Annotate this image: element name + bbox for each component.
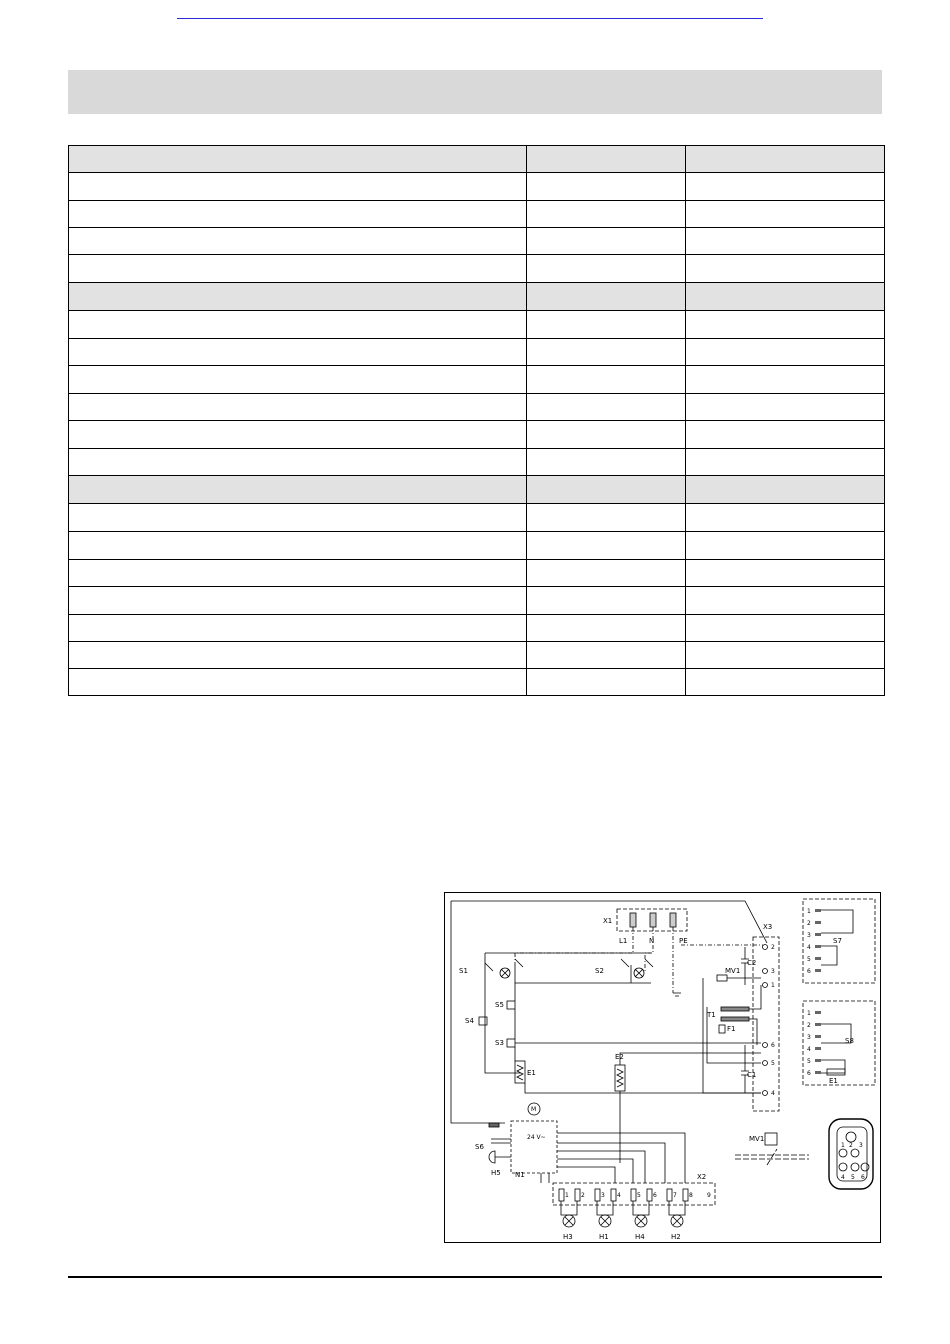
diagram-wire: [525, 1053, 761, 1163]
option-box-b-terminals: [815, 1011, 821, 1074]
label-l1: L1: [619, 937, 628, 945]
table-row: [69, 339, 885, 366]
ground-symbol: [673, 993, 681, 996]
x2-terminal-number: 1: [565, 1192, 569, 1199]
table-cell: [69, 339, 527, 366]
table-cell: [686, 366, 885, 394]
label-f1: F1: [727, 1025, 736, 1033]
box-b-terminal-number: 3: [807, 1034, 811, 1041]
label-h3: H3: [563, 1233, 573, 1241]
table-cell: [69, 504, 527, 532]
table-cell: [527, 587, 686, 615]
table-row: [69, 449, 885, 476]
label-n1: N1: [515, 1171, 525, 1179]
x3-terminal-number: 5: [771, 1060, 775, 1067]
label-e1-option: E1: [829, 1077, 838, 1085]
table-cell: [686, 201, 885, 228]
label-s4: S4: [465, 1017, 474, 1025]
table-cell: [69, 476, 527, 504]
diagram-wire: [561, 1201, 685, 1215]
table-cell: [69, 201, 527, 228]
table-cell: [686, 587, 885, 615]
x3-terminals: [763, 945, 768, 1096]
box-b-terminal-number: 6: [807, 1070, 811, 1077]
switch-s2-contact: [621, 959, 653, 967]
x2-terminal-number: 7: [673, 1192, 677, 1199]
table-cell: [69, 421, 527, 449]
box-b-terminal-number: 1: [807, 1010, 811, 1017]
table-cell: [686, 532, 885, 560]
table-section-header: [69, 283, 885, 311]
header-link-underline[interactable]: [177, 18, 763, 19]
spec-table-body: [69, 146, 885, 696]
label-s6: S6: [475, 1143, 484, 1151]
plug-pin-number: 3: [859, 1142, 863, 1149]
label-pe: PE: [679, 937, 688, 945]
box-b-terminal-number: 4: [807, 1046, 811, 1053]
table-row: [69, 394, 885, 421]
label-s7: S7: [833, 937, 842, 945]
x2-terminal-number: 3: [601, 1192, 605, 1199]
indicator-lamps: [563, 1215, 683, 1227]
table-cell: [686, 173, 885, 201]
wiring-diagram: [444, 892, 881, 1243]
table-cell: [69, 366, 527, 394]
table-row: [69, 560, 885, 587]
x3-terminal-number: 3: [771, 968, 775, 975]
diagram-wire: [541, 1133, 685, 1183]
valve-mv1-option: [765, 1133, 777, 1145]
label-s3: S3: [495, 1039, 504, 1047]
switch-s5: [507, 1001, 515, 1009]
table-cell: [527, 394, 686, 421]
label-e2: E2: [615, 1053, 624, 1061]
label-s2: S2: [595, 967, 604, 975]
switch-s1-contact: [485, 959, 523, 971]
table-cell: [527, 476, 686, 504]
x2-terminal-number: 5: [637, 1192, 641, 1199]
box-a-terminal-number: 3: [807, 932, 811, 939]
label-e1: E1: [527, 1069, 536, 1077]
spec-table: [68, 145, 885, 696]
x3-terminal-number: 1: [771, 982, 775, 989]
diagram-wire: [515, 983, 761, 1061]
x1-terminal: [630, 913, 636, 927]
table-cell: [527, 642, 686, 669]
plug-pin-number: 1: [841, 1142, 845, 1149]
plug-socket: [846, 1132, 856, 1142]
heater-e1: [515, 1061, 525, 1083]
label-n: N: [649, 937, 655, 945]
switch-s3: [507, 1039, 515, 1047]
x1-terminal: [670, 913, 676, 927]
table-cell: [69, 283, 527, 311]
box-a-terminal-number: 5: [807, 956, 811, 963]
table-cell: [527, 560, 686, 587]
heater-e1-option: [827, 1069, 845, 1075]
table-cell: [686, 394, 885, 421]
footer-rule: [68, 1276, 882, 1278]
table-cell: [527, 421, 686, 449]
table-cell: [686, 615, 885, 642]
buzzer-h5: [489, 1151, 495, 1163]
table-section-header: [69, 146, 885, 173]
option-box-a-terminals: [815, 909, 821, 972]
table-cell: [69, 615, 527, 642]
table-cell: [686, 311, 885, 339]
x3-terminal-number: 2: [771, 944, 775, 951]
table-row: [69, 615, 885, 642]
label-h1: H1: [599, 1233, 609, 1241]
label-x1: X1: [603, 917, 613, 925]
table-cell: [686, 449, 885, 476]
table-cell: [69, 228, 527, 255]
table-cell: [527, 339, 686, 366]
label-t1: T1: [707, 1011, 716, 1019]
table-cell: [686, 476, 885, 504]
diagram-wire: [491, 1139, 511, 1157]
table-cell: [69, 146, 527, 173]
table-cell: [69, 560, 527, 587]
plug-pin-number: 2: [849, 1142, 853, 1149]
box-a-terminal-number: 1: [807, 908, 811, 915]
x3-terminal-number: 4: [771, 1090, 775, 1097]
label-x2: X2: [697, 1173, 707, 1181]
table-cell: [527, 255, 686, 283]
flow-line: [735, 1149, 809, 1165]
table-cell: [686, 642, 885, 669]
table-row: [69, 311, 885, 339]
x2-terminal-number: 9: [707, 1192, 711, 1199]
box-b-terminal-number: 2: [807, 1022, 811, 1029]
table-row: [69, 366, 885, 394]
table-row: [69, 642, 885, 669]
x1-terminal: [650, 913, 656, 927]
table-cell: [686, 283, 885, 311]
label-h2: H2: [671, 1233, 681, 1241]
label-s8: S8: [845, 1037, 854, 1045]
table-section-header: [69, 476, 885, 504]
table-cell: [527, 146, 686, 173]
x3-terminal-number: 6: [771, 1042, 775, 1049]
table-cell: [527, 173, 686, 201]
table-cell: [69, 669, 527, 696]
table-cell: [686, 504, 885, 532]
transformer-t1: [721, 1017, 749, 1021]
table-cell: [686, 228, 885, 255]
table-cell: [527, 449, 686, 476]
label-24v: 24 V~: [527, 1134, 546, 1141]
table-cell: [69, 587, 527, 615]
table-cell: [69, 394, 527, 421]
capacitor-c1: [741, 1045, 749, 1093]
box-a-terminal-number: 6: [807, 968, 811, 975]
table-cell: [686, 421, 885, 449]
table-cell: [527, 532, 686, 560]
label-mv1-option: MV1: [749, 1135, 765, 1143]
plug-pin-number: 5: [851, 1174, 855, 1181]
table-cell: [527, 504, 686, 532]
table-cell: [69, 311, 527, 339]
switch-s4: [479, 1017, 487, 1025]
table-cell: [527, 669, 686, 696]
x2-terminals: [559, 1189, 688, 1201]
label-h5: H5: [491, 1169, 501, 1177]
x2-terminal-number: 6: [653, 1192, 657, 1199]
table-row: [69, 421, 885, 449]
pin-s6: [489, 1123, 499, 1127]
table-row: [69, 201, 885, 228]
wiring-diagram-svg: [445, 893, 882, 1244]
label-x3: X3: [763, 923, 773, 931]
table-cell: [69, 449, 527, 476]
label-mv1: MV1: [725, 967, 741, 975]
table-cell: [69, 642, 527, 669]
plug-pins: [839, 1149, 869, 1171]
table-cell: [69, 255, 527, 283]
box-b-terminal-number: 5: [807, 1058, 811, 1065]
table-row: [69, 532, 885, 560]
table-row: [69, 504, 885, 532]
table-cell: [527, 201, 686, 228]
table-cell: [527, 311, 686, 339]
box-a-terminal-number: 4: [807, 944, 811, 951]
label-motor: M: [531, 1106, 537, 1113]
table-cell: [686, 560, 885, 587]
table-cell: [686, 146, 885, 173]
table-row: [69, 669, 885, 696]
valve-mv1: [717, 975, 727, 981]
label-c2: C2: [747, 959, 757, 967]
table-row: [69, 255, 885, 283]
table-cell: [527, 228, 686, 255]
plug-pin-number: 4: [841, 1174, 845, 1181]
section-header-band: [68, 70, 882, 114]
label-c1: C1: [747, 1071, 757, 1079]
table-row: [69, 587, 885, 615]
table-cell: [686, 669, 885, 696]
table-cell: [527, 283, 686, 311]
diagram-wire: [451, 901, 767, 1123]
table-cell: [686, 255, 885, 283]
table-row: [69, 173, 885, 201]
controller-n1: [511, 1121, 557, 1173]
plug-pin-number: 6: [861, 1174, 865, 1181]
diagram-wire: [821, 1024, 851, 1073]
label-s5: S5: [495, 1001, 504, 1009]
x2-terminal-number: 4: [617, 1192, 621, 1199]
table-cell: [69, 532, 527, 560]
table-row: [69, 228, 885, 255]
x2-terminal-number: 8: [689, 1192, 693, 1199]
label-s1: S1: [459, 967, 468, 975]
label-h4: H4: [635, 1233, 645, 1241]
table-cell: [527, 615, 686, 642]
table-cell: [69, 173, 527, 201]
transformer-t1: [721, 1007, 749, 1011]
fuse-f1: [719, 1025, 725, 1033]
x2-terminal-number: 2: [581, 1192, 585, 1199]
table-cell: [527, 366, 686, 394]
table-cell: [686, 339, 885, 366]
box-a-terminal-number: 2: [807, 920, 811, 927]
